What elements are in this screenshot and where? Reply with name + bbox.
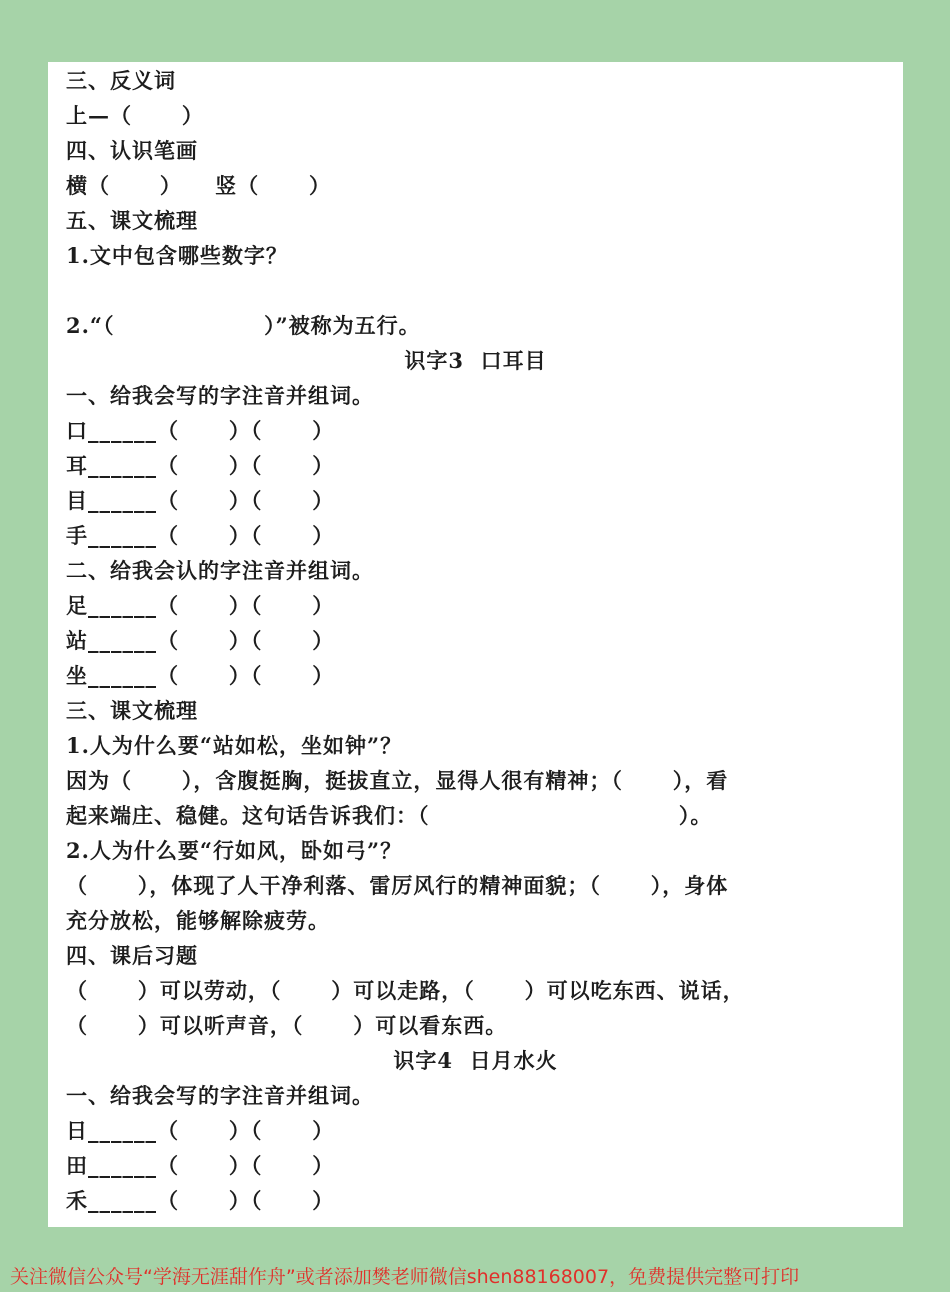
section-heading-text-review: 五、课文梳理 [66, 208, 198, 233]
answer-line: 起来端庄、稳健。这句话告诉我们：（ ）。 [66, 803, 713, 828]
worksheet-page [48, 62, 903, 1227]
antonym-question: 上—（ ） [66, 103, 204, 128]
exercise-line: （ ）可以劳动，（ ）可以走路，（ ）可以吃东西、说话， [66, 978, 745, 1003]
answer-line: 因为（ ），含腹挺胸，挺拔直立，显得人很有精神；（ ），看 [66, 768, 729, 793]
section-heading-antonyms: 三、反义词 [66, 68, 176, 93]
section-heading: 二、给我会认的字注音并组词。 [66, 558, 374, 583]
character-row: 足______（ ）（ ） [66, 593, 335, 618]
character-row: 耳______（ ）（ ） [66, 453, 335, 478]
character-row: 禾______（ ）（ ） [66, 1188, 335, 1213]
section-heading: 四、课后习题 [66, 943, 198, 968]
character-row: 目______（ ）（ ） [66, 488, 335, 513]
section-heading: 一、给我会写的字注音并组词。 [66, 1083, 374, 1108]
footer-promo-text: 关注微信公众号“学海无涯甜作舟”或者添加樊老师微信shen88168007，免费提供完整可打印 [10, 1266, 800, 1288]
blank-answer-line [66, 274, 893, 308]
question-line: 2.人为什么要“行如风，卧如弓”？ [66, 838, 403, 863]
section-heading: 一、给我会写的字注音并组词。 [66, 383, 374, 408]
answer-line: 充分放松，能够解除疲劳。 [66, 908, 330, 933]
question-line: 1.人为什么要“站如松，坐如钟”？ [66, 733, 403, 758]
section-heading: 三、课文梳理 [66, 698, 198, 723]
lesson-title: 识字4 日月水火 [393, 1048, 558, 1073]
answer-line: （ ），体现了人干净利落、雷厉风行的精神面貌；（ ），身体 [66, 873, 729, 898]
question-line: 2.“（ ）”被称为五行。 [66, 313, 421, 338]
character-row: 坐______（ ）（ ） [66, 663, 335, 688]
section-heading-strokes: 四、认识笔画 [66, 138, 198, 163]
strokes-question: 横（ ） 竖（ ） [66, 173, 331, 198]
character-row: 手______（ ）（ ） [66, 523, 335, 548]
character-row: 站______（ ）（ ） [66, 628, 335, 653]
character-row: 日______（ ）（ ） [66, 1118, 335, 1143]
lesson-title: 识字3 口耳目 [404, 348, 547, 373]
character-row: 口______（ ）（ ） [66, 418, 335, 443]
exercise-line: （ ）可以听声音，（ ）可以看东西。 [66, 1013, 508, 1038]
question-line: 1.文中包含哪些数字？ [66, 243, 288, 268]
character-row: 田______（ ）（ ） [66, 1153, 335, 1178]
